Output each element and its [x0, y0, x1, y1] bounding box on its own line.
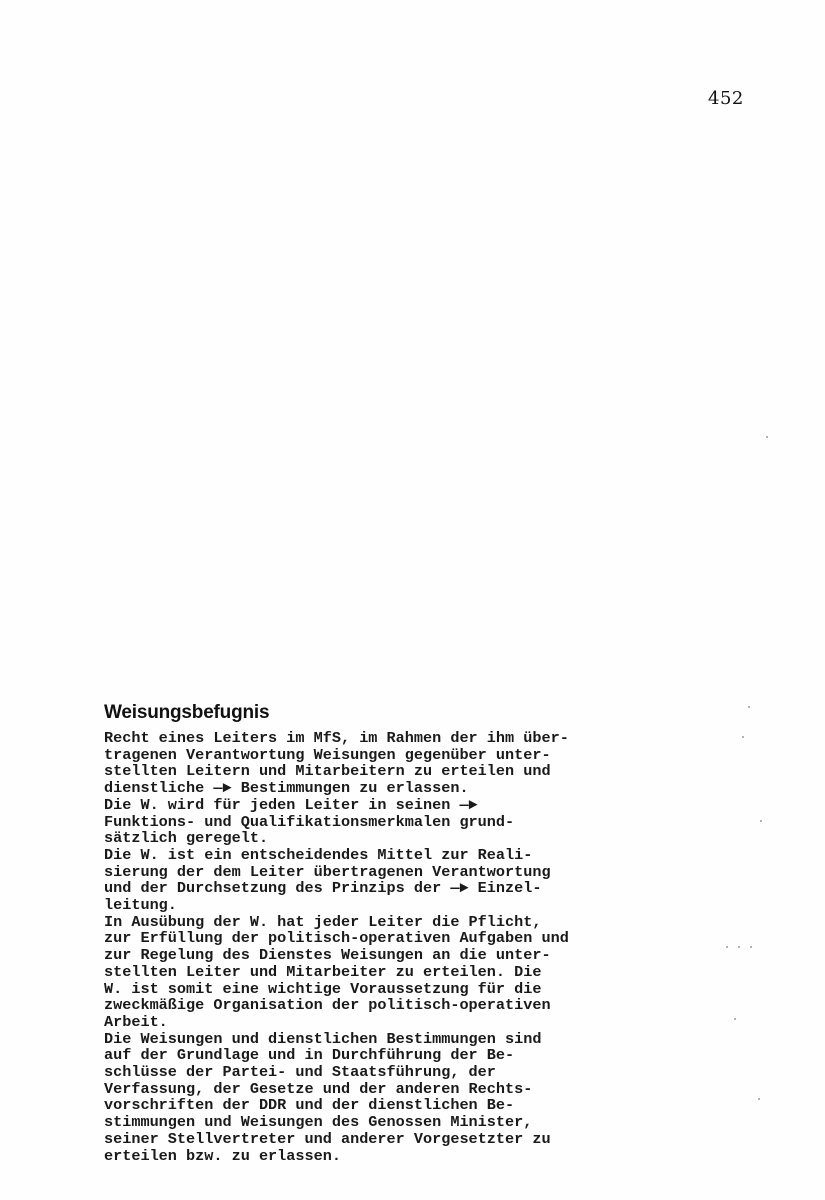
entry-line: stellten Leitern und Mitarbeitern zu erteilen und: [104, 762, 551, 781]
entry-line: dienstliche —► Bestimmungen zu erlassen.: [104, 779, 469, 798]
entry-line: Die W. wird für jeden Leiter in seinen —►: [104, 795, 478, 814]
entry-line: W. ist somit eine wichtige Voraussetzung für die: [104, 979, 542, 998]
entry-line: seiner Stellvertreter und anderer Vorgesetzter zu: [104, 1129, 551, 1148]
scan-speck: [758, 1098, 760, 1100]
entry-line: zweckmäßige Organisation der politisch-operativen: [104, 996, 551, 1015]
entry-line: tragenen Verantwortung Weisungen gegenüber unter-: [104, 745, 551, 764]
entry-line: leitung.: [104, 896, 177, 915]
scan-speck: [760, 820, 762, 822]
entry-line: Verfassung, der Gesetze und der anderen Rechts-: [104, 1079, 533, 1098]
entry-line: erteilen bzw. zu erlassen.: [104, 1146, 341, 1165]
entry-line: sierung der dem Leiter übertragenen Verantwortung: [104, 862, 551, 881]
entry-line: In Ausübung der W. hat jeder Leiter die Pflicht,: [104, 912, 542, 931]
entry-line: Die Weisungen und dienstlichen Bestimmungen sind: [104, 1029, 542, 1048]
entry-line: Funktions- und Qualifikationsmerkmalen grund-: [104, 812, 515, 831]
entry-line: stellten Leiter und Mitarbeiter zu erteilen. Die: [104, 962, 542, 981]
entry-line: schlüsse der Partei- und Staatsführung, der: [104, 1063, 496, 1082]
entry-line: zur Erfüllung der politisch-operativen Aufgaben und: [104, 929, 569, 948]
entry-line: vorschriften der DDR und der dienstlichen Be-: [104, 1096, 515, 1115]
scan-speck: [726, 946, 728, 948]
scan-speck: [742, 736, 744, 738]
scan-speck: [766, 436, 768, 438]
glossary-entry: [104, 702, 664, 1164]
scan-speck: [748, 706, 750, 708]
entry-line: auf der Grundlage und in Durchführung der Be-: [104, 1046, 515, 1065]
entry-line: Recht eines Leiters im MfS, im Rahmen der ihm über-: [104, 729, 569, 747]
entry-line: zur Regelung des Dienstes Weisungen an die unter-: [104, 946, 551, 965]
scan-speck: [734, 1018, 736, 1020]
entry-title: Weisungsbefugnis: [104, 702, 270, 723]
scan-speck: [738, 946, 740, 948]
entry-body: [104, 730, 664, 1164]
entry-line: Die W. ist ein entscheidendes Mittel zur Reali-: [104, 845, 533, 864]
scan-speck: [750, 946, 752, 948]
entry-line: stimmungen und Weisungen des Genossen Minister,: [104, 1113, 533, 1132]
entry-line: und der Durchsetzung des Prinzips der —► Einzel-: [104, 879, 542, 898]
entry-line: Arbeit.: [104, 1012, 168, 1031]
entry-line: sätzlich geregelt.: [104, 829, 269, 848]
page-number: 452: [708, 88, 744, 109]
